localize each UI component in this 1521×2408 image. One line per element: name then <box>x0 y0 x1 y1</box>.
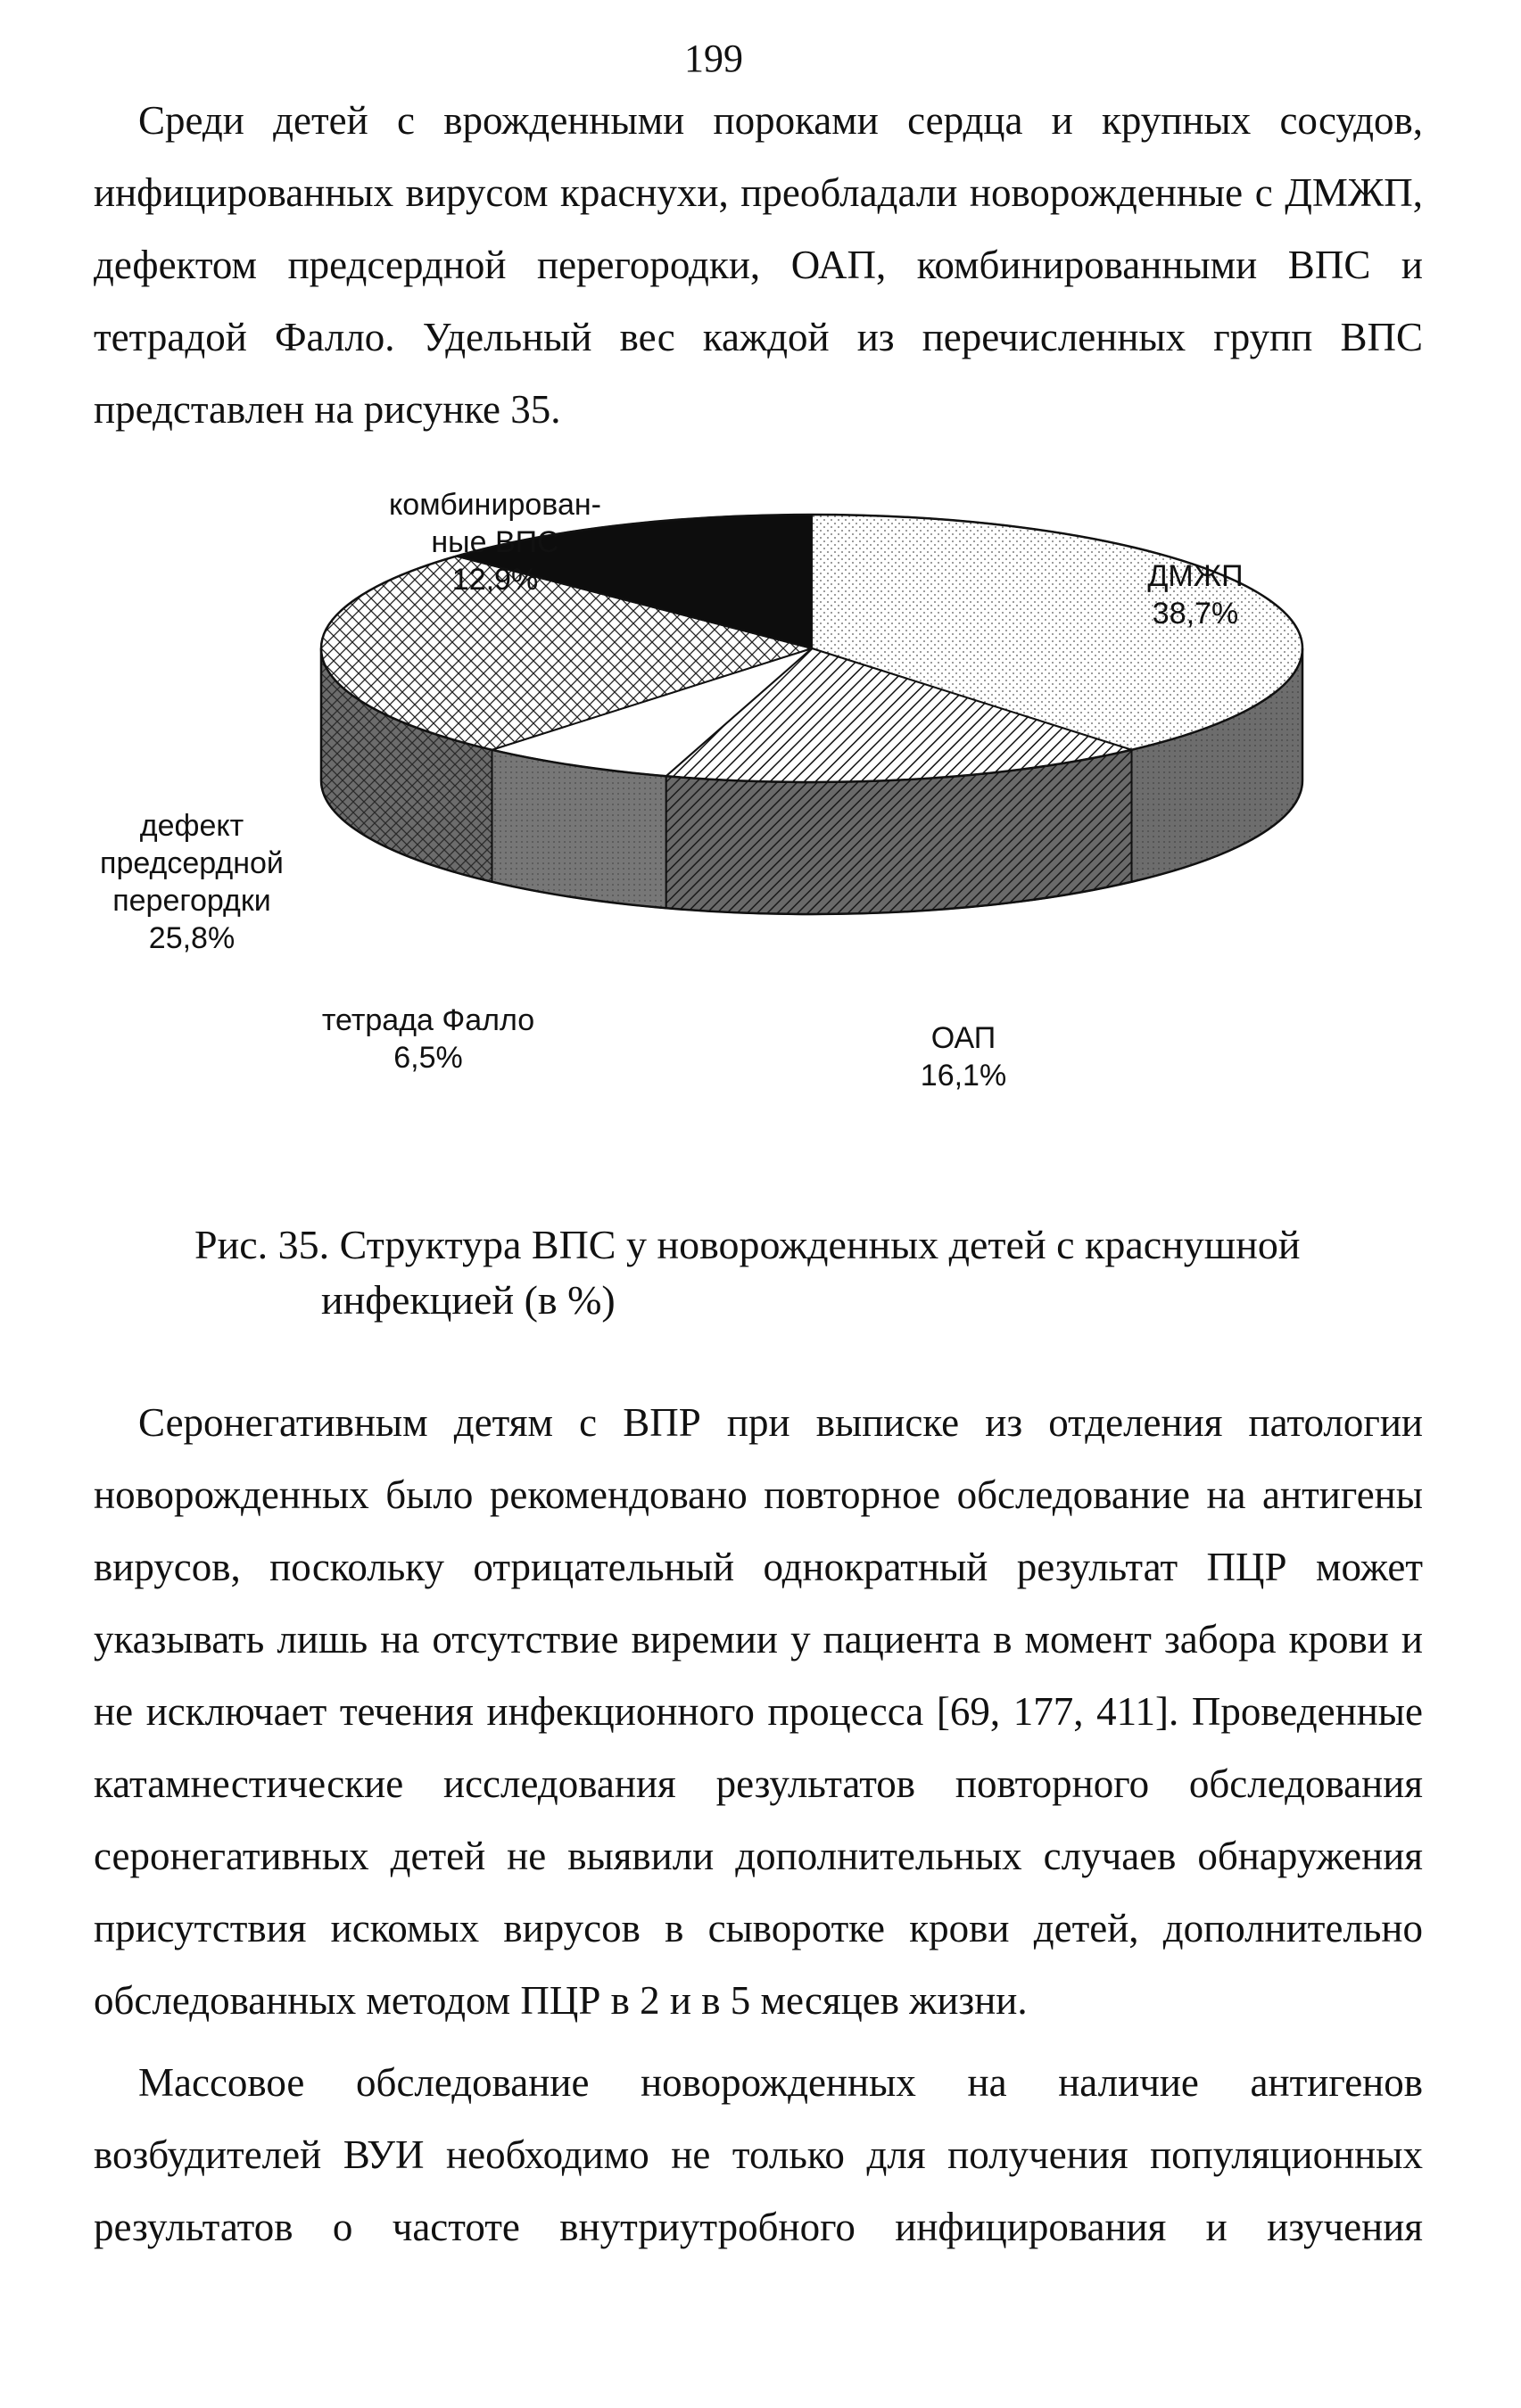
label-combined <box>361 486 629 598</box>
text-line: результатов о частоте внутриутробного инфицирования и изучения <box>94 2205 1423 2249</box>
label-oap-name: ОАП <box>930 1021 996 1055</box>
figure-caption-line-1: Рис. 35. Структура ВПС у новорожденных детей с краснушной <box>194 1222 1301 1267</box>
figure-caption-line-2: инфекцией (в %) <box>321 1277 616 1323</box>
text-line: новорожденных было рекомендовано повторное обследование на антигены <box>94 1472 1423 1517</box>
label-tetrad-name: тетрада Фалло <box>321 1003 535 1037</box>
label-atrial-defect-name-3: перегордки <box>112 884 271 918</box>
label-tetrad <box>312 1002 544 1076</box>
label-dmzhp-value: 38,7% <box>1152 597 1239 631</box>
figure-caption <box>194 1217 1300 1328</box>
text-line: Серонегативным детям с ВПР при выписке из отделения патологии <box>138 1400 1423 1445</box>
label-combined-name-1: комбинирован- <box>389 488 601 522</box>
text-line: возбудителей ВУИ необходимо не только для получения популяционных <box>94 2132 1423 2177</box>
pie-chart-figure <box>100 486 1401 1128</box>
paragraph-3 <box>94 2047 1423 2264</box>
label-combined-name-2: ные ВПС <box>431 525 559 559</box>
label-tetrad-value: 6,5% <box>393 1041 463 1075</box>
text-line: Среди детей с врожденными пороками сердца и крупных сосудов, <box>138 98 1423 143</box>
text-line: указывать лишь на отсутствие виремии у пациента в момент забора крови и <box>94 1617 1423 1662</box>
paragraph-1 <box>94 85 1423 446</box>
label-combined-value: 12,9% <box>451 563 539 597</box>
text-line: вирусов, поскольку отрицательный однократный результат ПЦР может <box>94 1545 1423 1589</box>
text-line: не исключает течения инфекционного процесса [69, 177, 411]. Проведенные <box>94 1689 1423 1734</box>
text-line: дефектом предсердной перегородки, ОАП, комбинированными ВПС и <box>94 243 1423 287</box>
text-line: представлен на рисунке 35. <box>94 387 561 432</box>
label-dmzhp <box>1106 557 1285 632</box>
label-atrial-defect <box>85 807 299 957</box>
label-oap <box>874 1019 1053 1094</box>
paragraph-2 <box>94 1387 1423 2037</box>
text-line: катамнестические исследования результатов повторного обследования <box>94 1761 1423 1806</box>
page-number: 199 <box>684 37 743 80</box>
label-dmzhp-name: ДМЖП <box>1147 559 1244 593</box>
text-line: тетрадой Фалло. Удельный вес каждой из перечисленных групп ВПС <box>94 315 1423 359</box>
text-line: инфицированных вирусом краснухи, преобладали новорожденные с ДМЖП, <box>94 170 1423 215</box>
label-atrial-defect-name-1: дефект <box>139 809 244 843</box>
text-line: обследованных методом ПЦР в 2 и в 5 месяцев жизни. <box>94 1978 1028 2023</box>
label-oap-value: 16,1% <box>920 1059 1007 1093</box>
text-line: присутствия искомых вирусов в сыворотке крови детей, дополнительно <box>94 1906 1423 1950</box>
text-line: Массовое обследование новорожденных на наличие антигенов <box>138 2060 1423 2105</box>
label-atrial-defect-value: 25,8% <box>148 921 236 955</box>
label-atrial-defect-name-2: предсердной <box>100 846 284 880</box>
text-line: серонегативных детей не выявили дополнительных случаев обнаружения <box>94 1834 1423 1878</box>
